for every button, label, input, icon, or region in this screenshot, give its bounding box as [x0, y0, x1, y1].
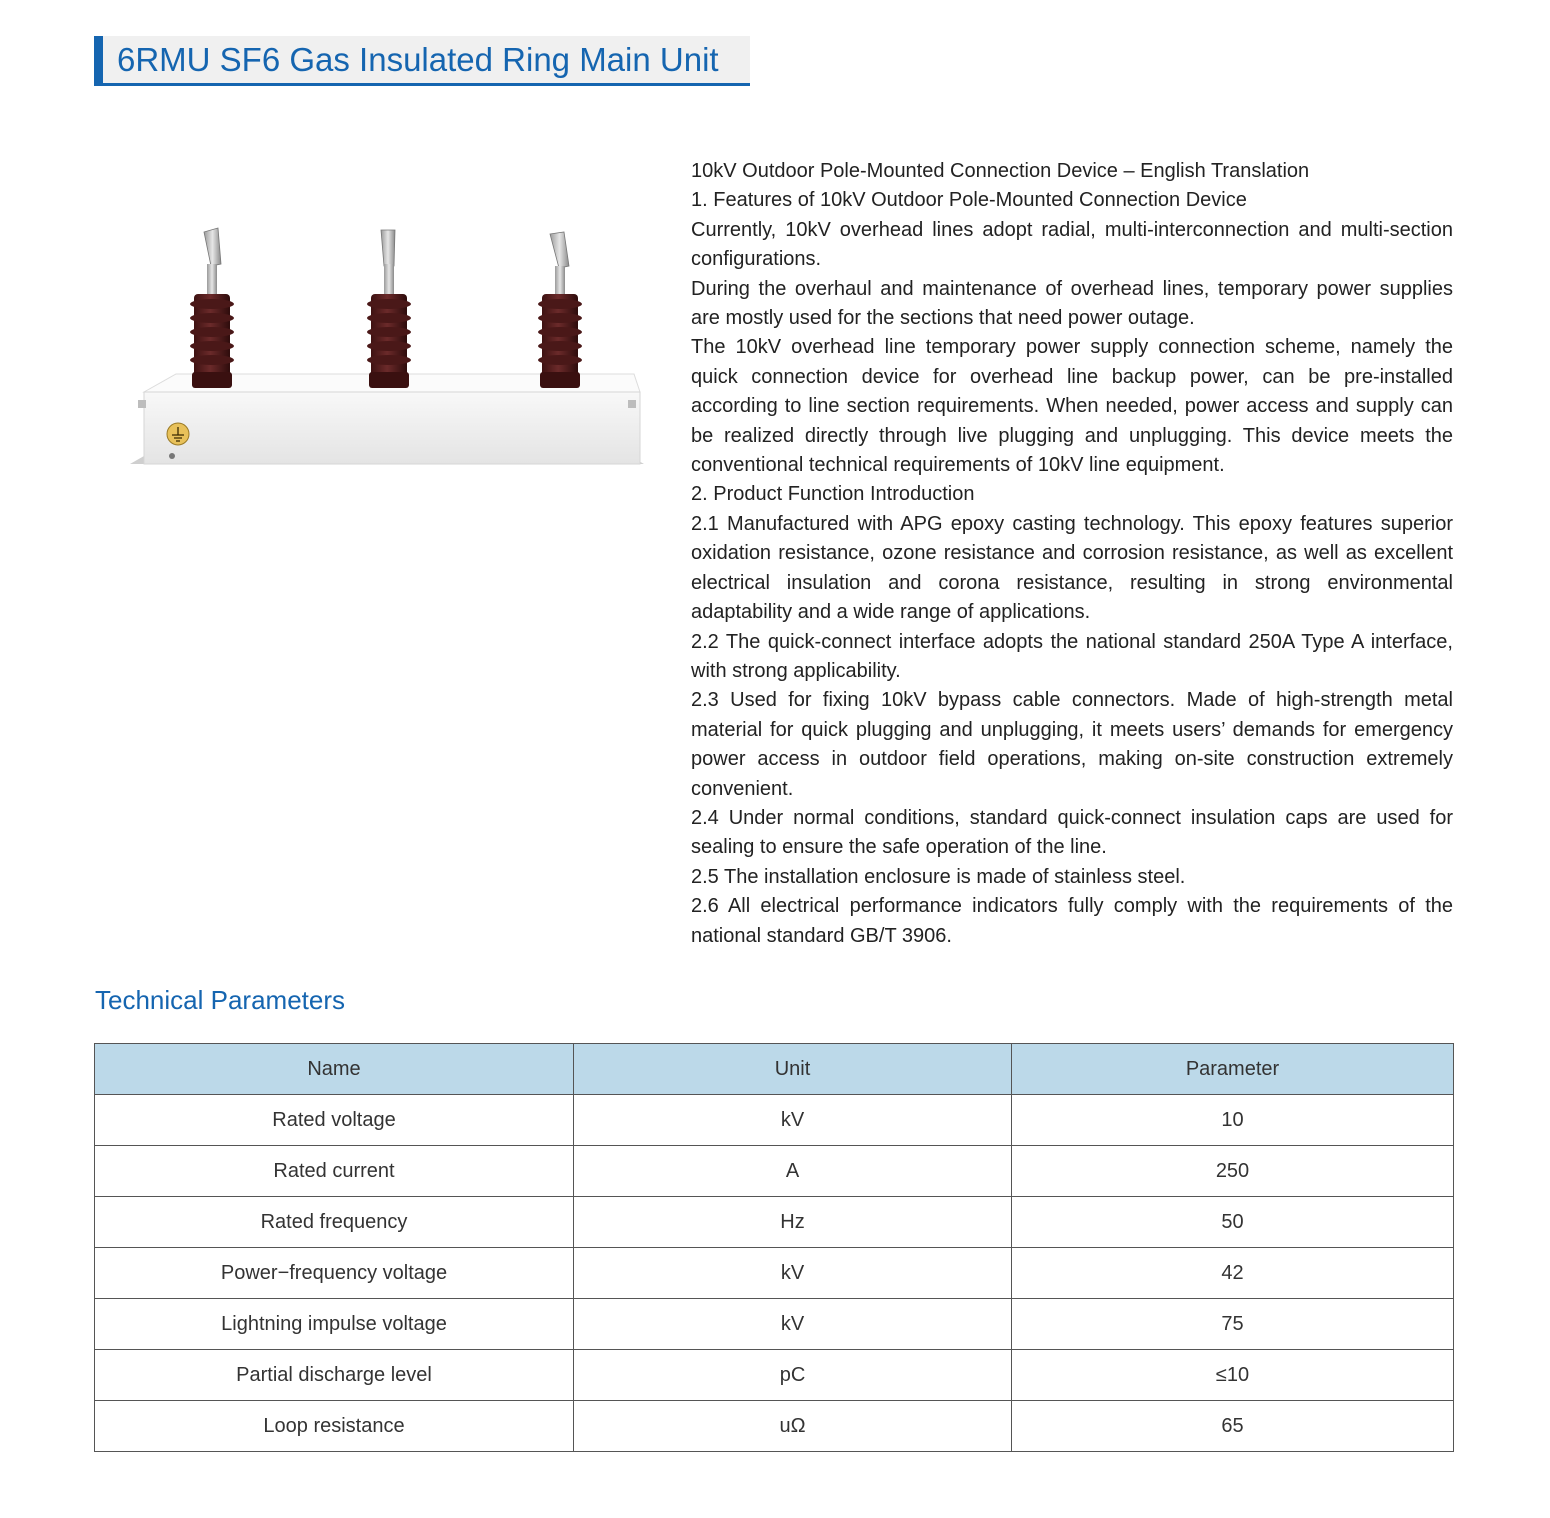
param-value: 50: [1012, 1197, 1454, 1248]
table-header-row: [95, 1044, 1454, 1095]
header-parameter: Parameter: [1012, 1044, 1454, 1095]
product-image: [128, 224, 646, 472]
param-name: Rated current: [95, 1146, 574, 1197]
param-name: Rated frequency: [95, 1197, 574, 1248]
param-value: 250: [1012, 1146, 1454, 1197]
features-paragraph-3: The 10kV overhead line temporary power supply connection scheme, namely the quick connection device for overhead line backup power, can be pre-installed according to line section requirements. When needed, power access and supply can be realized directly through live plugging and unplugging. This device meets the conventional technical requirements of 10kV line equipment.: [691, 336, 1453, 477]
function-item-2-3: 2.3 Used for fixing 10kV bypass cable connectors. Made of high-strength metal material for quick plugging and unplugging, it meets users’ demands for emergency power access in outdoor field operations, making on-site construction extremely convenient.: [691, 689, 1453, 800]
param-value: 75: [1012, 1299, 1454, 1350]
technical-parameters-table: [94, 1043, 1454, 1452]
param-name: Lightning impulse voltage: [95, 1299, 574, 1350]
param-value: ≤10: [1012, 1350, 1454, 1401]
param-unit: kV: [574, 1248, 1012, 1299]
param-name: Rated voltage: [95, 1095, 574, 1146]
header-name: Name: [95, 1044, 574, 1095]
insulator-1: [190, 228, 234, 388]
param-unit: A: [574, 1146, 1012, 1197]
function-item-2-1: 2.1 Manufactured with APG epoxy casting technology. This epoxy features superior oxidation resistance, ozone resistance and corrosion resistance, as well as excellent electrical insulation and corona resistance, resulting in strong environmental adaptability and a wide range of applications.: [691, 512, 1453, 624]
function-item-2-5: 2.5 The installation enclosure is made of stainless steel.: [691, 865, 1186, 888]
param-unit: pC: [574, 1350, 1012, 1401]
table-row: [95, 1146, 1454, 1197]
param-value: 42: [1012, 1248, 1454, 1299]
description-heading: 10kV Outdoor Pole-Mounted Connection Device – English Translation: [691, 160, 1310, 182]
features-paragraph-2: During the overhaul and maintenance of overhead lines, temporary power supplies are mostly used for the sections that need power outage.: [691, 277, 1453, 330]
table-row: [95, 1095, 1454, 1146]
functions-title: 2. Product Function Introduction: [691, 483, 975, 506]
features-paragraph-1: Currently, 10kV overhead lines adopt radial, multi-interconnection and multi-section configurations.: [691, 218, 1453, 271]
function-item-2-2: 2.2 The quick-connect interface adopts the national standard 250A Type A interface, with strong applicability.: [691, 630, 1453, 682]
param-unit: kV: [574, 1095, 1012, 1146]
param-name: Power−frequency voltage: [95, 1248, 574, 1299]
param-unit: Hz: [574, 1197, 1012, 1248]
table-row: [95, 1197, 1454, 1248]
insulator-3: [538, 232, 582, 388]
param-value: 10: [1012, 1095, 1454, 1146]
product-description: [691, 157, 1453, 951]
table-row: [95, 1248, 1454, 1299]
param-unit: kV: [574, 1299, 1012, 1350]
page-title: 6RMU SF6 Gas Insulated Ring Main Unit: [117, 41, 719, 78]
table-row: [95, 1401, 1454, 1452]
function-item-2-6: 2.6 All electrical performance indicators fully comply with the requirements of the national standard GB/T 3906.: [691, 895, 1453, 947]
table-row: [95, 1350, 1454, 1401]
function-item-2-4: 2.4 Under normal conditions, standard quick-connect insulation caps are used for sealing to ensure the safe operation of the line.: [691, 806, 1453, 859]
param-unit: uΩ: [574, 1401, 1012, 1452]
table-row: [95, 1299, 1454, 1350]
param-name: Loop resistance: [95, 1401, 574, 1452]
title-accent: [94, 36, 103, 83]
header-unit: Unit: [574, 1044, 1012, 1095]
insulator-2: [367, 230, 411, 388]
param-value: 65: [1012, 1401, 1454, 1452]
param-name: Partial discharge level: [95, 1350, 574, 1401]
features-title: 1. Features of 10kV Outdoor Pole-Mounted Connection Device: [691, 189, 1247, 212]
technical-parameters-title: Technical Parameters: [95, 985, 345, 1015]
title-bar: [94, 36, 750, 86]
